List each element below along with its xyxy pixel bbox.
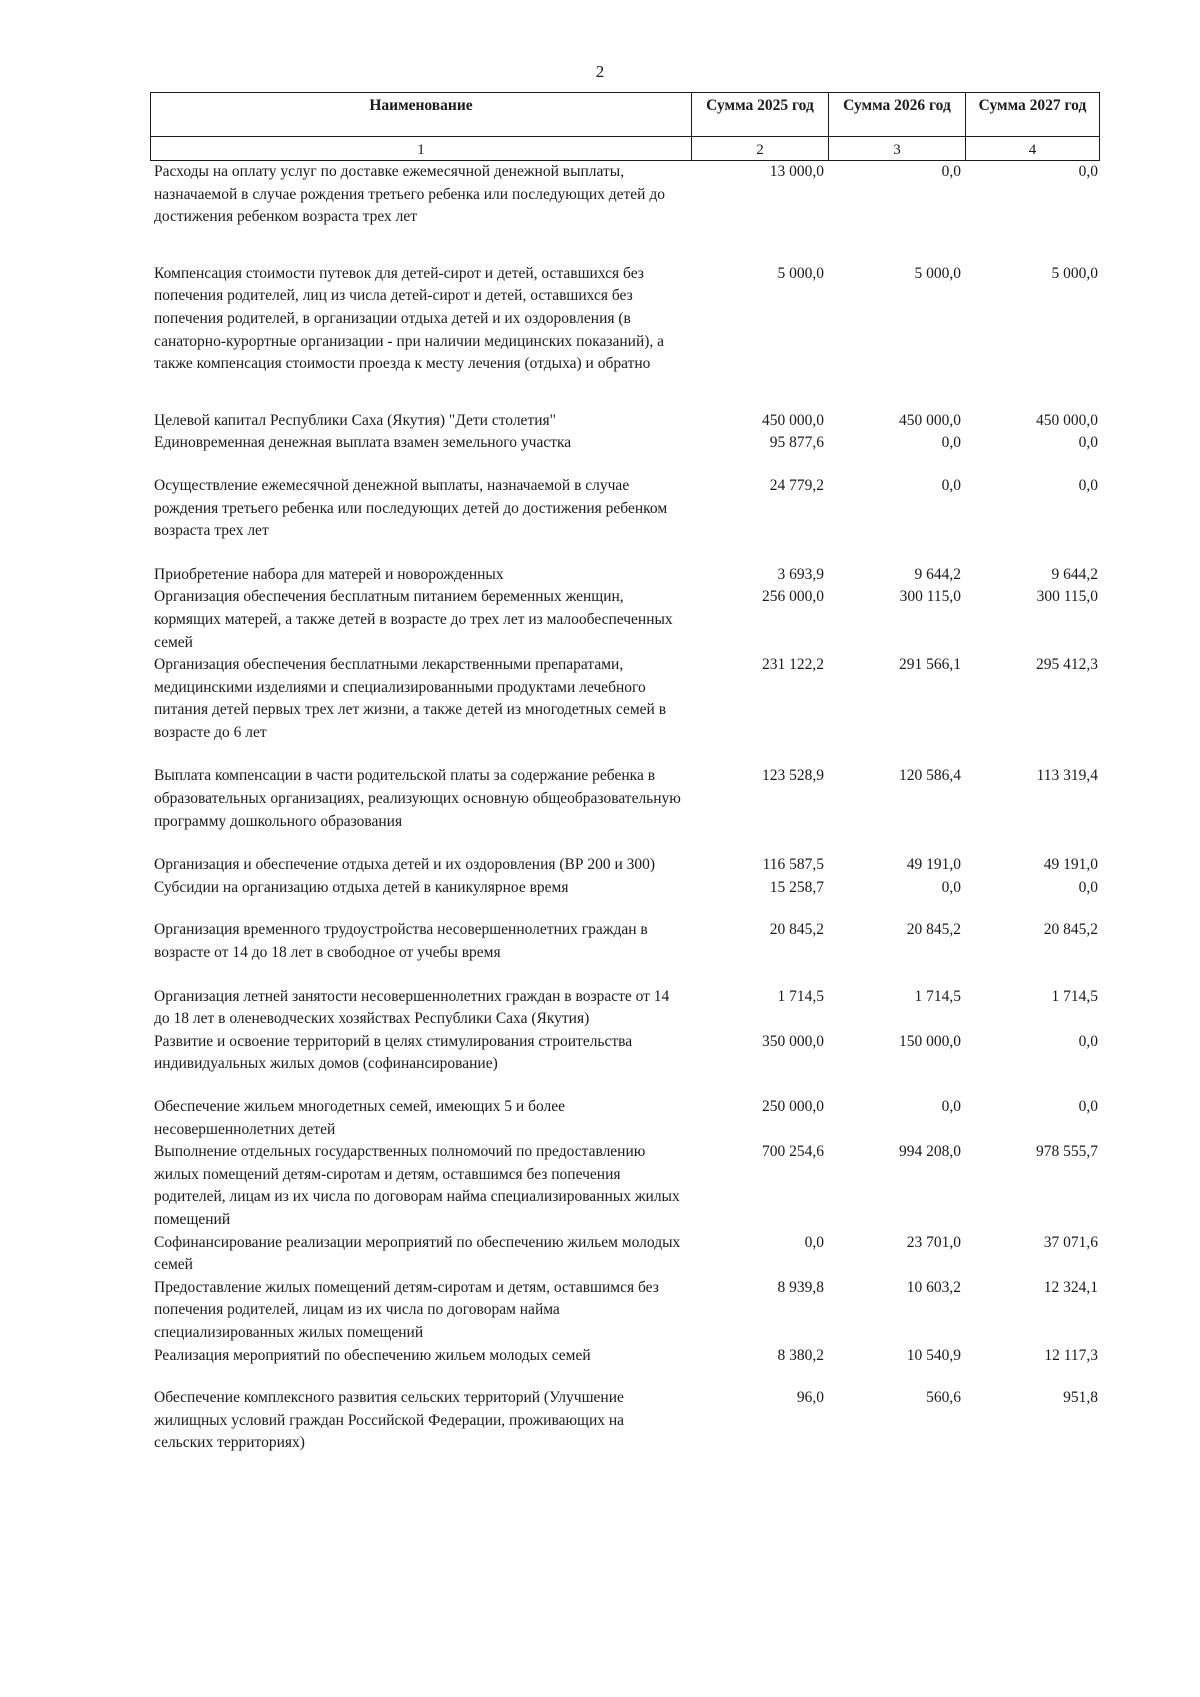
row-value-2026: 0,0	[941, 878, 961, 896]
table-row	[150, 986, 1100, 1031]
row-value-2026: 10 603,2	[906, 1278, 961, 1296]
row-name: Субсидии на организацию отдыха детей в каникулярное время	[154, 878, 569, 896]
table-row	[150, 475, 1100, 543]
table-body	[150, 161, 1100, 1455]
row-value-2025: 5 000,0	[777, 264, 824, 282]
row-name: Приобретение набора для матерей и новорожденных	[154, 565, 504, 583]
row-name: Обеспечение комплексного развития сельских территорий (Улучшение жилищных условий граждан Российской Федерации, проживающих на сельских территориях)	[154, 1389, 625, 1452]
header-name: Наименование	[150, 92, 691, 136]
row-value-2026: 994 208,0	[899, 1143, 961, 1161]
table-row	[150, 1232, 1100, 1277]
row-value-2027: 12 324,1	[1043, 1278, 1098, 1296]
row-value-2027: 113 319,4	[1036, 767, 1098, 785]
row-value-2027: 0,0	[1078, 163, 1098, 180]
row-name: Организация временного трудоустройства несовершеннолетних граждан в возрасте от 14 до 18 лет в свободное от учебы время	[154, 921, 648, 962]
row-name: Организация обеспечения бесплатными лекарственными препаратами, медицинскими изделиями и специализированными продуктами лечебного питания детей первых трех лет жизни, а также детей из многодетных семей в возрасте до 6 лет	[154, 656, 667, 741]
row-value-2025: 15 258,7	[769, 878, 824, 896]
row-value-2025: 231 122,2	[762, 656, 824, 674]
column-number-1: 1	[150, 136, 691, 161]
row-value-2027: 0,0	[1078, 1032, 1098, 1050]
table-row	[150, 765, 1100, 833]
row-value-2027: 951,8	[1063, 1389, 1098, 1407]
table-header-row	[150, 92, 1100, 136]
row-value-2025: 123 528,9	[762, 767, 824, 785]
row-value-2026: 1 714,5	[914, 987, 961, 1005]
row-value-2027: 20 845,2	[1043, 921, 1098, 939]
row-value-2027: 0,0	[1078, 434, 1098, 452]
row-name: Выплата компенсации в части родительской платы за содержание ребенка в образовательных организациях, реализующих основную общеобразовательную программу дошкольного образования	[154, 767, 681, 830]
row-value-2026: 450 000,0	[899, 411, 961, 429]
row-value-2027: 37 071,6	[1043, 1233, 1098, 1251]
row-value-2025: 3 693,9	[777, 565, 824, 583]
row-name: Организация обеспечения бесплатным питанием беременных женщин, кормящих матерей, а также детей в возрасте до трех лет из малообеспеченных семей	[154, 588, 673, 651]
table-column-numbers	[150, 136, 1100, 161]
table-row	[150, 564, 1100, 587]
row-value-2026: 150 000,0	[899, 1032, 961, 1050]
row-name: Компенсация стоимости путевок для детей-сирот и детей, оставшихся без попечения родителей, лиц из числа детей-сирот и детей, оставшихся без попечения родителей, в организации отдыха детей и их оздоровления (в санаторно-курортные организации - при наличии медицинских показаний), а также компенсация стоимости проезда к месту лечения (отдыха) и обратно	[154, 264, 665, 373]
row-value-2025: 700 254,6	[762, 1143, 824, 1161]
row-name: Реализация мероприятий по обеспечению жильем молодых семей	[154, 1346, 591, 1364]
table-row	[150, 432, 1100, 455]
column-number-3: 3	[828, 136, 965, 161]
row-value-2025: 13 000,0	[769, 163, 824, 180]
row-name: Выполнение отдельных государственных полномочий по предоставлению жилых помещений детям-сиротам и детям, оставшимся без попечения родителей, лицам из их числа по договорам найма специализированных жилых помещений	[154, 1143, 680, 1228]
row-value-2027: 5 000,0	[1051, 264, 1098, 282]
row-value-2025: 95 877,6	[769, 434, 824, 452]
row-value-2025: 450 000,0	[762, 411, 824, 429]
table-row	[150, 263, 1100, 376]
row-name: Расходы на оплату услуг по доставке ежемесячной денежной выплаты, назначаемой в случае рождения третьего ребенка или последующих детей до достижения ребенком возраста трех лет	[154, 163, 665, 226]
row-value-2027: 0,0	[1078, 1098, 1098, 1115]
row-value-2026: 120 586,4	[899, 767, 961, 785]
budget-table	[150, 92, 1100, 1455]
row-value-2027: 300 115,0	[1036, 588, 1098, 606]
row-value-2027: 0,0	[1078, 476, 1098, 494]
row-value-2027: 1 714,5	[1051, 987, 1098, 1005]
row-name: Целевой капитал Республики Саха (Якутия) "Дети столетия"	[154, 411, 556, 429]
row-name: Развитие и освоение территорий в целях стимулирования строительства индивидуальных жилых домов (софинансирование)	[154, 1032, 633, 1073]
row-value-2025: 1 714,5	[777, 987, 824, 1005]
row-name: Единовременная денежная выплата взамен земельного участка	[154, 434, 572, 452]
row-name: Организация летней занятости несовершеннолетних граждан в возрасте от 14 до 18 лет в оленеводческих хозяйствах Республики Саха (Якутия)	[154, 987, 670, 1028]
row-value-2025: 8 380,2	[777, 1346, 824, 1364]
row-value-2026: 20 845,2	[906, 921, 961, 939]
row-value-2026: 0,0	[941, 434, 961, 452]
row-name: Осуществление ежемесячной денежной выплаты, назначаемой в случае рождения третьего ребенка или последующих детей до достижения ребенком возраста трех лет	[154, 476, 668, 540]
row-name: Организация и обеспечение отдыха детей и их оздоровления (ВР 200 и 300)	[154, 856, 656, 874]
header-2027: Сумма 2027 год	[965, 92, 1100, 136]
row-value-2025: 116 587,5	[762, 856, 824, 874]
row-value-2025: 24 779,2	[769, 476, 824, 494]
table-row	[150, 1345, 1100, 1368]
row-value-2026: 49 191,0	[906, 856, 961, 874]
column-number-2: 2	[691, 136, 828, 161]
row-value-2027: 12 117,3	[1044, 1346, 1098, 1364]
table-row	[150, 410, 1100, 433]
table-row	[150, 1031, 1100, 1076]
row-value-2026: 0,0	[941, 476, 961, 494]
row-value-2026: 10 540,9	[906, 1346, 961, 1364]
row-value-2026: 0,0	[941, 1098, 961, 1115]
row-value-2025: 8 939,8	[777, 1278, 824, 1296]
page-number: 2	[595, 62, 605, 81]
row-value-2025: 256 000,0	[762, 588, 824, 606]
table-row	[150, 586, 1100, 654]
table-row	[150, 1096, 1100, 1141]
row-value-2026: 560,6	[926, 1389, 961, 1407]
row-value-2027: 978 555,7	[1036, 1143, 1098, 1161]
row-value-2025: 350 000,0	[762, 1032, 824, 1050]
column-number-4: 4	[965, 136, 1100, 161]
row-value-2027: 0,0	[1078, 878, 1098, 896]
row-value-2025: 96,0	[796, 1389, 824, 1407]
row-value-2026: 291 566,1	[899, 656, 961, 674]
row-value-2025: 20 845,2	[769, 921, 824, 939]
row-value-2026: 300 115,0	[899, 588, 961, 606]
row-value-2026: 23 701,0	[906, 1233, 961, 1251]
row-value-2027: 295 412,3	[1036, 656, 1098, 674]
row-value-2027: 49 191,0	[1043, 856, 1098, 874]
header-2025: Сумма 2025 год	[691, 92, 828, 136]
row-value-2026: 9 644,2	[914, 565, 961, 583]
table-row	[150, 654, 1100, 744]
table-row	[150, 854, 1100, 877]
table-row	[150, 1387, 1100, 1455]
header-2026: Сумма 2026 год	[828, 92, 965, 136]
row-name: Предоставление жилых помещений детям-сиротам и детям, оставшимся без попечения родителей, лицам из их числа по договорам найма специализированных жилых помещений	[154, 1278, 659, 1341]
row-name: Софинансирование реализации мероприятий по обеспечению жильем молодых семей	[154, 1233, 681, 1274]
row-value-2027: 9 644,2	[1051, 565, 1098, 583]
table-row	[150, 877, 1100, 900]
table-row	[150, 1141, 1100, 1231]
row-value-2026: 0,0	[941, 163, 961, 180]
row-value-2025: 250 000,0	[762, 1098, 824, 1115]
table-row	[150, 919, 1100, 964]
row-value-2027: 450 000,0	[1036, 411, 1098, 429]
row-value-2026: 5 000,0	[914, 264, 961, 282]
row-name: Обеспечение жильем многодетных семей, имеющих 5 и более несовершеннолетних детей	[154, 1098, 566, 1138]
row-value-2025: 0,0	[804, 1233, 824, 1251]
table-row	[150, 161, 1100, 229]
table-row	[150, 1277, 1100, 1345]
